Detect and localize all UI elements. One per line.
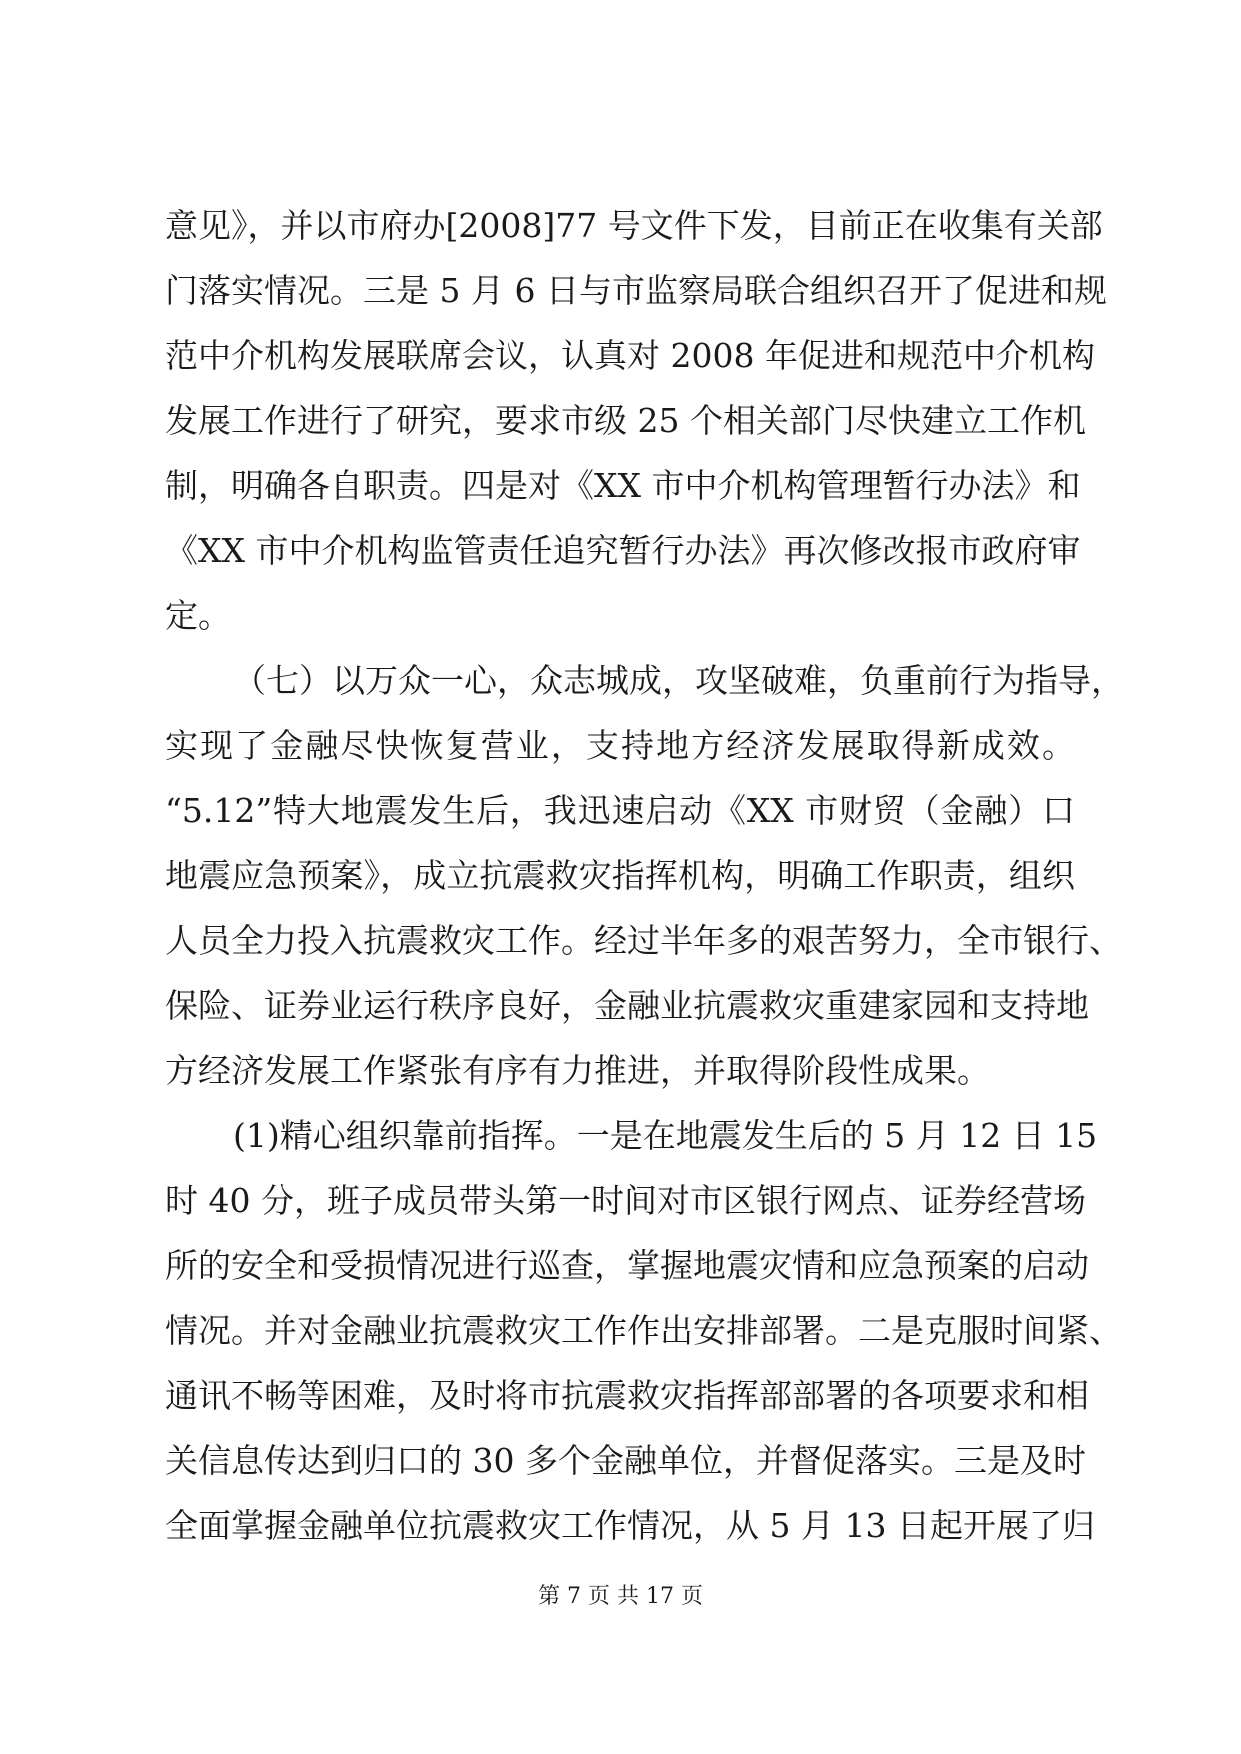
page-number-footer: 第 7 页 共 17 页 <box>538 1584 703 1609</box>
paragraph-heading-line: (1)精心组织靠前指挥。一是在地震发生后的 5 月 12 日 15 <box>233 1116 1098 1155</box>
body-text-line: 《XX 市中介机构监管责任追究暂行办法》再次修改报市政府审 <box>165 531 1081 570</box>
body-text-line: 全面掌握金融单位抗震救灾工作情况，从 5 月 13 日起开展了归 <box>165 1506 1095 1545</box>
body-text-line: 地震应急预案》，成立抗震救灾指挥机构，明确工作职责，组织 <box>165 856 1075 895</box>
body-text-line: 情况。并对金融业抗震救灾工作作出安排部署。二是克服时间紧、 <box>165 1311 1122 1350</box>
body-text-line: 通讯不畅等困难，及时将市抗震救灾指挥部部署的各项要求和相 <box>165 1376 1089 1415</box>
body-text-line: 实现了金融尽快恢复营业，支持地方经济发展取得新成效。 <box>165 726 1075 765</box>
body-text-line: 所的安全和受损情况进行巡查，掌握地震灾情和应急预案的启动 <box>165 1246 1089 1285</box>
paragraph-heading-line: （七）以万众一心，众志城成，攻坚破难，负重前行为指导， <box>233 661 1124 700</box>
body-text-line: 定。 <box>165 596 231 635</box>
body-text-line: “5.12”特大地震发生后，我迅速启动《XX 市财贸（金融）口 <box>165 791 1075 830</box>
body-text-line: 关信息传达到归口的 30 多个金融单位，并督促落实。三是及时 <box>165 1441 1086 1480</box>
body-text-line: 时 40 分，班子成员带头第一时间对市区银行网点、证券经营场 <box>165 1181 1086 1220</box>
body-text-line: 意见》，并以市府办[2008]77 号文件下发，目前正在收集有关部 <box>165 206 1103 245</box>
body-text-line: 发展工作进行了研究，要求市级 25 个相关部门尽快建立工作机 <box>165 401 1086 440</box>
body-text-line: 制，明确各自职责。四是对《XX 市中介机构管理暂行办法》和 <box>165 466 1081 505</box>
body-text-line: 人员全力投入抗震救灾工作。经过半年多的艰苦努力，全市银行、 <box>165 921 1122 960</box>
body-text-line: 保险、证券业运行秩序良好，金融业抗震救灾重建家园和支持地 <box>165 986 1089 1025</box>
body-text-line: 方经济发展工作紧张有序有力推进，并取得阶段性成果。 <box>165 1051 990 1090</box>
body-text-line: 范中介机构发展联席会议，认真对 2008 年促进和规范中介机构 <box>165 336 1095 375</box>
body-text-line: 门落实情况。三是 5 月 6 日与市监察局联合组织召开了促进和规 <box>165 271 1107 310</box>
